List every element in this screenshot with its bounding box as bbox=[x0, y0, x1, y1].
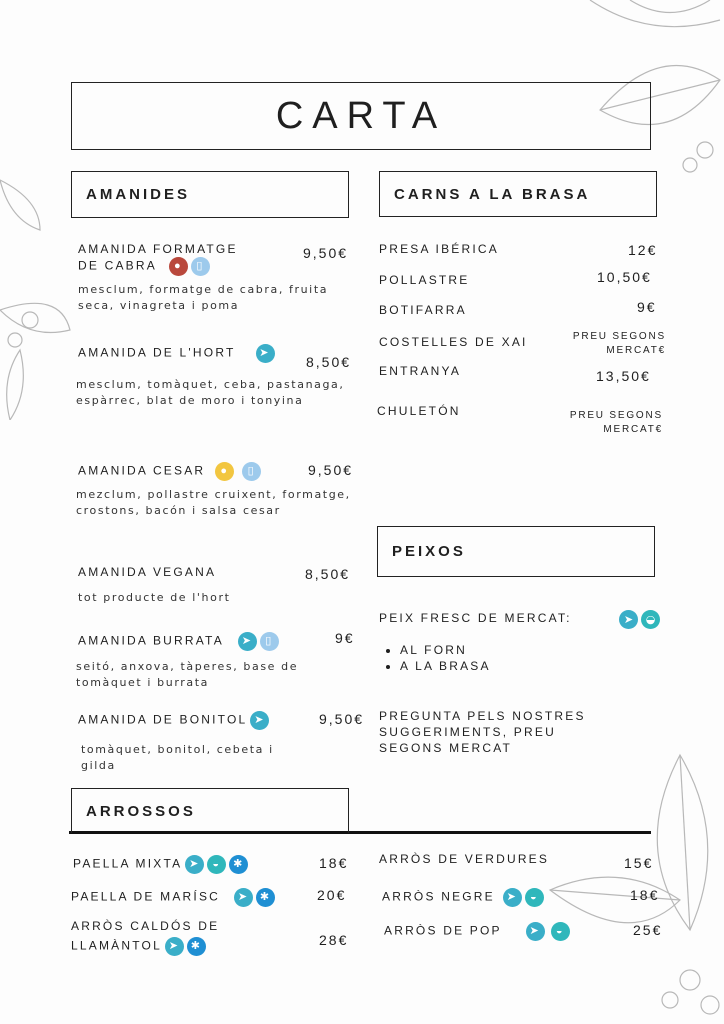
menu-item bbox=[78, 632, 358, 691]
option-item: • A LA BRASA bbox=[400, 658, 491, 674]
item-price: 20€ bbox=[317, 887, 347, 903]
menu-item bbox=[78, 711, 368, 774]
item-price: 10,50€ bbox=[597, 269, 652, 285]
fish-icon: ➤ bbox=[619, 610, 638, 629]
section-header-carns bbox=[379, 171, 657, 217]
item-description: seitó, anxova, tàperes, base de tomàquet i burrata bbox=[76, 660, 299, 689]
leaf-decoration-left bbox=[0, 170, 80, 420]
item-name: AMANIDA CESAR bbox=[78, 463, 206, 478]
milk-icon: ▯ bbox=[260, 632, 279, 651]
title-box bbox=[71, 82, 651, 150]
fish-icon: ➤ bbox=[165, 937, 184, 956]
milk-icon: ▯ bbox=[242, 462, 261, 481]
item-price: 18€ bbox=[630, 887, 660, 903]
item-price: 9,50€ bbox=[308, 462, 354, 478]
item-price: 9,50€ bbox=[319, 711, 365, 727]
item-price: 12€ bbox=[628, 242, 658, 258]
item-name: AMANIDA BURRATA bbox=[78, 633, 224, 648]
egg-icon: ● bbox=[215, 462, 234, 481]
item-name: ARRÒS DE POP bbox=[384, 923, 502, 938]
crab-icon: ✱ bbox=[229, 855, 248, 874]
section-header-peixos bbox=[377, 526, 655, 577]
item-name: PAELLA DE MARÍSC bbox=[71, 889, 221, 904]
item-name: ARRÒS NEGRE bbox=[382, 889, 495, 904]
fish-icon: ➤ bbox=[185, 855, 204, 874]
item-name: AMANIDA VEGANA bbox=[78, 565, 217, 579]
suggestions-note: PREGUNTA PELS NOSTRES SUGGERIMENTS, PREU SEGONS MERCAT bbox=[379, 709, 586, 755]
item-name: CHULETÓN bbox=[377, 404, 461, 418]
menu-item bbox=[78, 344, 353, 409]
item-price: 8,50€ bbox=[305, 566, 351, 582]
shell-icon: ◒ bbox=[551, 922, 570, 941]
fish-icon: ➤ bbox=[256, 344, 275, 363]
item-name: COSTELLES DE XAI bbox=[379, 335, 528, 349]
item-name: LLAMÀNTOL bbox=[71, 938, 162, 953]
section-header-amanides bbox=[71, 171, 349, 218]
item-price: 9€ bbox=[335, 630, 355, 646]
item-description: mezclum, pollastre cruixent, formatge, crostons, bacón i salsa cesar bbox=[76, 488, 351, 517]
item-price: 13,50€ bbox=[596, 368, 651, 384]
item-description: tomàquet, bonitol, cebeta i gilda bbox=[81, 743, 274, 772]
fresh-fish-label: PEIX FRESC DE MERCAT: bbox=[379, 611, 572, 625]
section-title: ARROSSOS bbox=[86, 802, 196, 820]
section-title: AMANIDES bbox=[86, 186, 191, 203]
item-price: PREU SEGONS MERCAT€ bbox=[572, 331, 666, 356]
item-price: 9,50€ bbox=[303, 245, 349, 261]
menu-item bbox=[78, 241, 353, 314]
shell-icon: ◒ bbox=[207, 855, 226, 874]
section-title: CARNS A LA BRASA bbox=[394, 185, 591, 203]
item-name: ARRÒS DE VERDURES bbox=[379, 852, 550, 866]
item-name: PAELLA MIXTA bbox=[73, 856, 183, 871]
section-title: PEIXOS bbox=[392, 543, 466, 560]
crab-icon: ✱ bbox=[256, 888, 275, 907]
item-price: 28€ bbox=[319, 932, 349, 948]
crab-icon: ✱ bbox=[187, 937, 206, 956]
item-name: POLLASTRE bbox=[379, 273, 470, 287]
menu-item bbox=[78, 564, 358, 606]
item-name: ARRÒS CALDÓS DE bbox=[71, 919, 220, 933]
item-price: 9€ bbox=[637, 299, 657, 315]
item-description: tot producte de l'hort bbox=[78, 591, 231, 604]
item-name: DE CABRA bbox=[78, 258, 157, 273]
shell-icon: ◒ bbox=[525, 888, 544, 907]
item-name: AMANIDA DE L'HORT bbox=[78, 345, 236, 360]
menu-item bbox=[78, 462, 358, 519]
item-price: 15€ bbox=[624, 855, 654, 871]
item-name: ENTRANYA bbox=[379, 364, 462, 378]
item-description: mesclum, tomàquet, ceba, pastanaga, espàrrec, blat de moro i tonyina bbox=[76, 378, 345, 407]
page-title: CARTA bbox=[275, 94, 447, 137]
item-price: 18€ bbox=[319, 855, 349, 871]
fish-icon: ➤ bbox=[526, 922, 545, 941]
cooking-options bbox=[380, 642, 491, 674]
nut-icon: ● bbox=[169, 257, 188, 276]
shell-icon: ◒ bbox=[641, 610, 660, 629]
item-name: AMANIDA FORMATGE bbox=[78, 242, 238, 256]
section-header-arrossos bbox=[71, 788, 349, 833]
item-description: mesclum, formatge de cabra, fruita seca, vinagreta i poma bbox=[78, 283, 329, 312]
item-name: BOTIFARRA bbox=[379, 303, 467, 317]
option-item: • AL FORN bbox=[400, 642, 491, 658]
fish-icon: ➤ bbox=[238, 632, 257, 651]
item-name: AMANIDA DE BONITOL bbox=[78, 712, 248, 727]
item-price: PREU SEGONS MERCAT€ bbox=[569, 410, 663, 435]
fish-icon: ➤ bbox=[250, 711, 269, 730]
milk-icon: ▯ bbox=[191, 257, 210, 276]
fish-icon: ➤ bbox=[503, 888, 522, 907]
item-price: 8,50€ bbox=[306, 354, 352, 370]
item-price: 25€ bbox=[633, 922, 663, 938]
item-name: PRESA IBÉRICA bbox=[379, 242, 499, 256]
fish-icon: ➤ bbox=[234, 888, 253, 907]
